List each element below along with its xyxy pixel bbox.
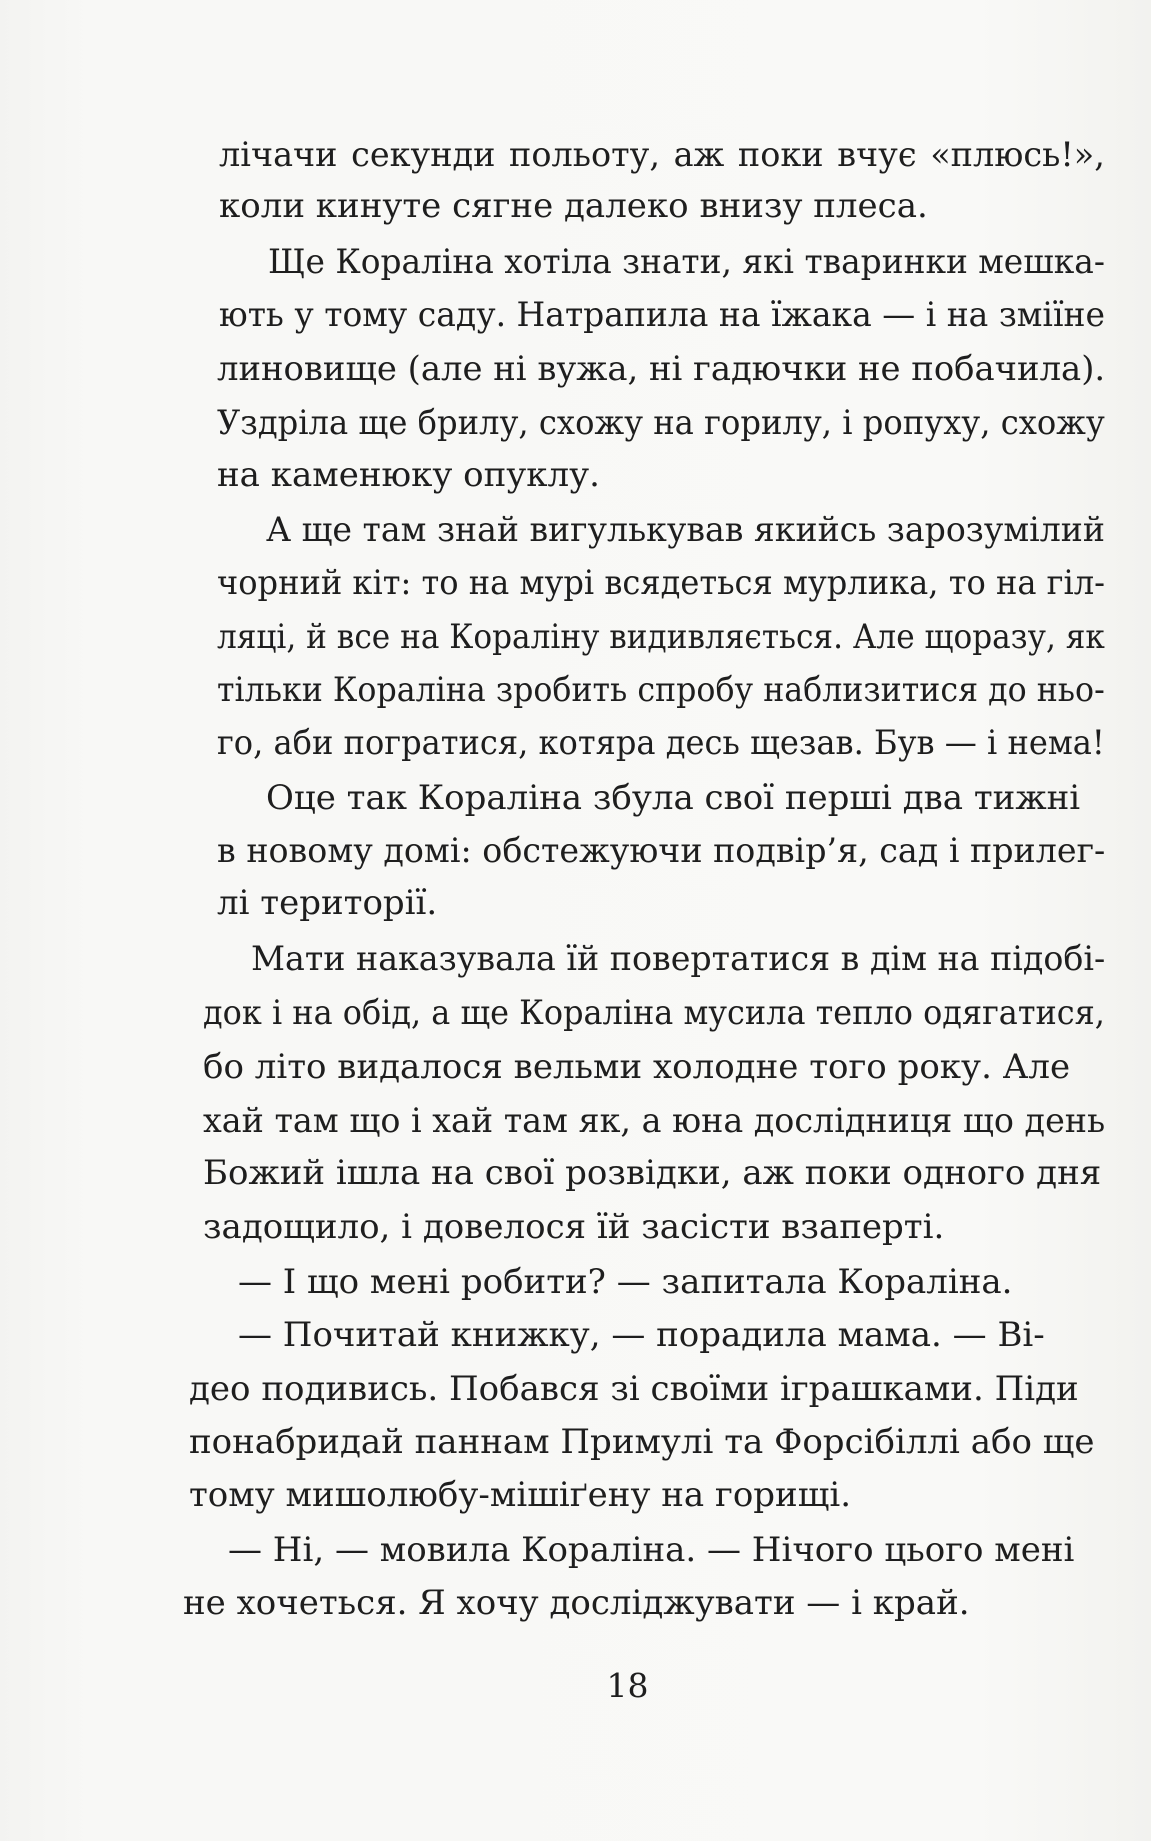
text-line: — І що мені робити? — запитала Кораліна. — [238, 1262, 1013, 1302]
text-line: в новому домі: обстежуючи подвір’я, сад і прилег- — [217, 831, 1106, 871]
text-line: Мати наказувала їй повертатися в дім на підобі- — [251, 939, 1106, 979]
text-line: коли кинуте сягне далеко внизу плеса. — [219, 186, 928, 226]
page-number: 18 — [606, 1666, 649, 1705]
text-line: — Почитай книжку, — порадила мама. — Ві- — [238, 1315, 1045, 1355]
text-line: го, аби погратися, котяра десь щезав. Був — і нема! — [217, 723, 1105, 763]
text-line: не хочеться. Я хочу досліджувати — і край. — [183, 1583, 970, 1623]
text-line: лічачи секунди польоту, аж поки вчує «плюсь!», — [219, 135, 1105, 175]
text-line: Ще Кораліна хотіла знати, які тваринки мешка- — [268, 242, 1105, 282]
text-line: Божий ішла на свої розвідки, аж поки одного дня — [203, 1153, 1102, 1193]
text-line: ють у тому саду. Натрапила на їжака — і на зміїне — [219, 295, 1105, 335]
text-line: тому мишолюбу-мішіґену на горищі. — [189, 1475, 852, 1515]
text-line: на каменюку опуклу. — [217, 455, 600, 495]
text-line: линовище (але ні вужа, ні гадючки не побачила). — [217, 349, 1106, 389]
text-line: понабридай паннам Примулі та Форсібіллі або ще — [189, 1422, 1095, 1462]
text-line: А ще там знай вигулькував якийсь зарозумілий — [266, 510, 1105, 550]
text-line: Оце так Кораліна збула свої перші два тижні — [266, 778, 1081, 818]
text-line: — Ні, — мовила Кораліна. — Нічого цього мені — [228, 1530, 1075, 1570]
text-line: ляці, й все на Кораліну видивляється. Але щоразу, як — [217, 617, 1105, 657]
text-line: лі території. — [217, 883, 438, 923]
text-line: чорний кіт: то на мурі всядеться мурлика, то на гіл- — [217, 563, 1105, 603]
text-line: задощило, і довелося їй засісти взаперті. — [203, 1207, 945, 1247]
text-line: Уздріла ще брилу, схожу на горилу, і ропуху, схожу — [217, 403, 1105, 443]
text-line: бо літо видалося вельми холодне того року. Але — [203, 1047, 1071, 1087]
text-line: део подивись. Побався зі своїми іграшками. Піди — [189, 1369, 1079, 1409]
text-line: хай там що і хай там як, а юна дослідниця що день — [203, 1101, 1106, 1141]
text-line: тільки Кораліна зробить спробу наблизитися до ньо- — [217, 670, 1105, 710]
text-line: док і на обід, а ще Кораліна мусила тепло одягатися, — [203, 993, 1105, 1033]
